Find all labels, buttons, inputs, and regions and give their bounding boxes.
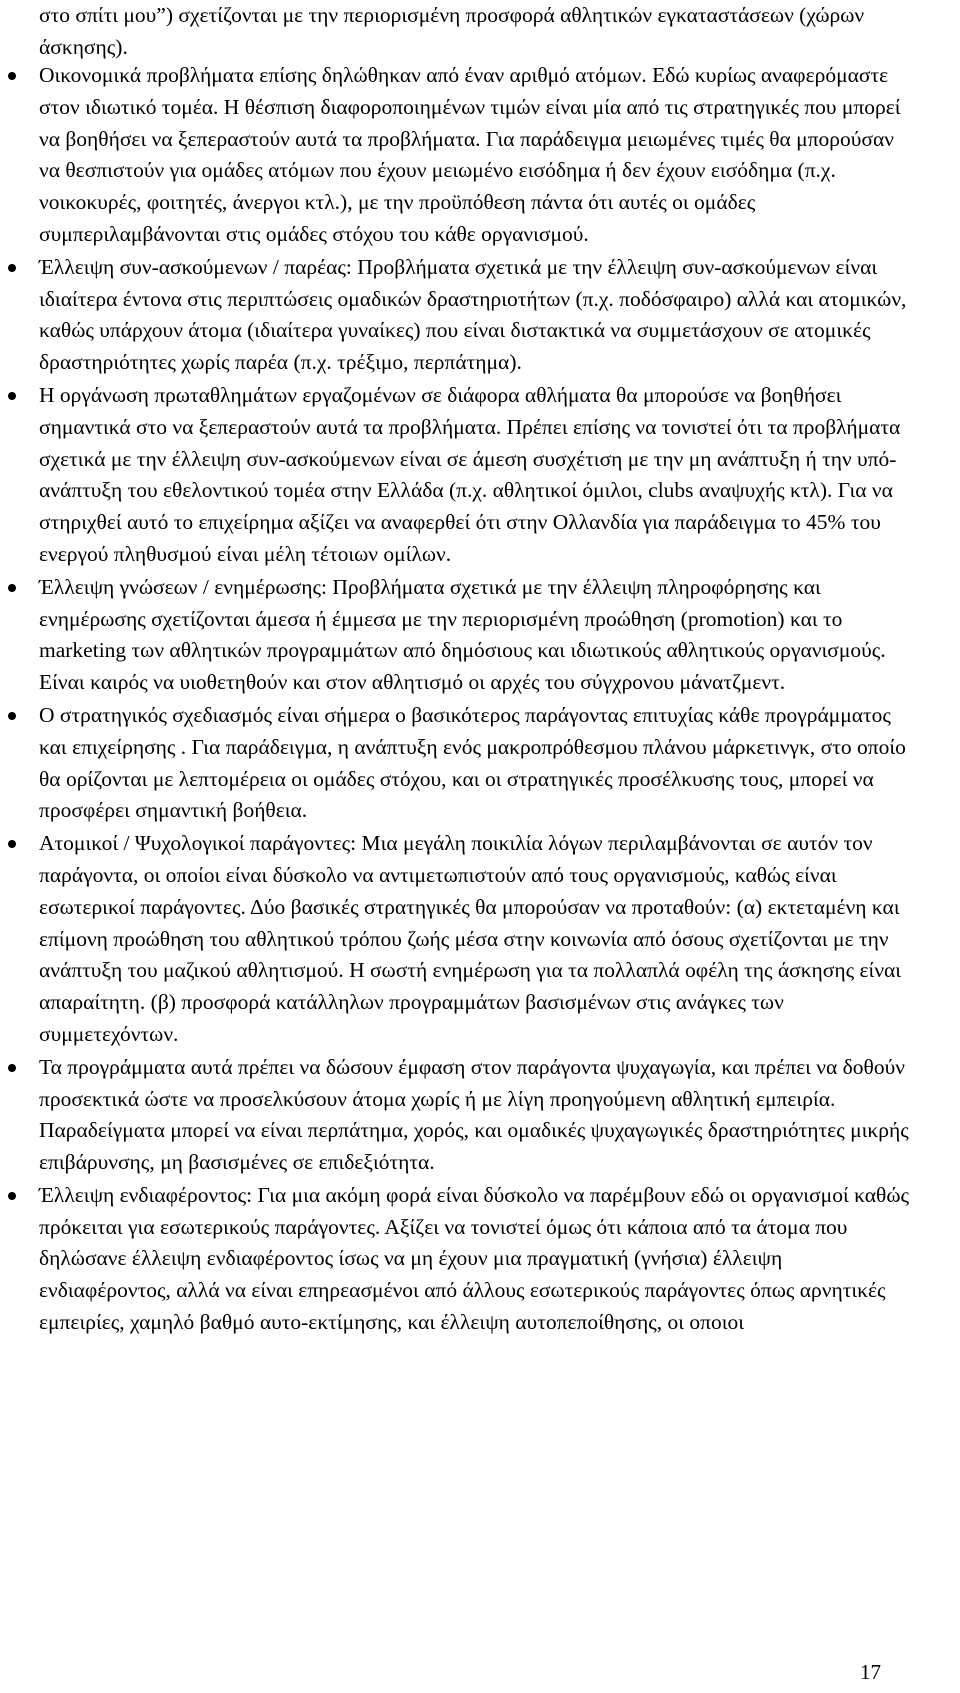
- list-item: [39, 700, 911, 827]
- bullet-icon: [8, 1192, 16, 1200]
- list-item-text: Οικονομικά προβλήματα επίσης δηλώθηκαν από έναν αριθμό ατόμων. Εδώ κυρίως αναφερόμαστε στον ιδιωτικό τομέα. Η θέσπιση διαφοροποιημένων τιμών είναι μία από τις στρατηγικές που μπορεί να βοηθήσει να ξεπεραστούν αυτά τα προβλήματα. Για παράδειγμα μειωμένες τιμές θα μπορούσαν να θεσπιστούν για ομάδες ατόμων που έχουν μειωμένο εισόδημα ή δεν έχουν εισόδημα (π.χ. νοικοκυρές, φοιτητές, άνεργοι κτλ.), με την προϋπόθεση πάντα ότι αυτές οι ομάδες συμπεριλαμβάνονται στις ομάδες στόχου του κάθε οργανισμού.: [39, 63, 901, 246]
- list-item: [39, 252, 911, 379]
- bullet-icon: [8, 584, 16, 592]
- bullet-icon: [8, 840, 16, 848]
- bullet-icon: [8, 1064, 16, 1072]
- list-item-text: Ατομικοί / Ψυχολογικοί παράγοντες: Μια μεγάλη ποικιλία λόγων περιλαμβάνονται σε αυτόν τον παράγοντα, οι οποίοι είναι δύσκολο να αντιμετωπιστούν από τους οργανισμούς, καθώς είναι εσωτερικοί παράγοντες. Δύο βασικές στρατηγικές θα μπορούσαν να προταθούν: (α) εκτεταμένη και επίμονη προώθηση του αθλητικού τρόπου ζωής μέσα στην κοινωνία από όσους σχετίζονται με την ανάπτυξη του μαζικού αθλητισμού. Η σωστή ενημέρωση για τα πολλαπλά οφέλη της άσκησης είναι απαραίτητη. (β) προσφορά κατάλληλων προγραμμάτων βασισμένων στις ανάγκες των συμμετεχόντων.: [39, 831, 902, 1046]
- bullet-icon: [8, 72, 16, 80]
- list-item: [39, 1052, 911, 1179]
- bullet-icon: [8, 712, 16, 720]
- bullet-icon: [8, 392, 16, 400]
- bullet-list: [39, 60, 911, 1340]
- list-item-text: Τα προγράμματα αυτά πρέπει να δώσουν έμφαση στον παράγοντα ψυχαγωγία, και πρέπει να δοθούν προσεκτικά ώστε να προσελκύσουν άτομα χωρίς ή με λίγη προηγούμενη αθλητική εμπειρία. Παραδείγματα μπορεί να είναι περπάτημα, χορός, και ομαδικές ψυχαγωγικές δραστηριότητες μικρής επιβάρυνσης, μη βασισμένες σε επιδεξιότητα.: [39, 1054, 909, 1175]
- list-item: [39, 60, 911, 251]
- list-item: [39, 1180, 911, 1339]
- list-item: [39, 828, 911, 1051]
- list-item-text: Έλλειψη συν-ασκούμενων / παρέας: Προβλήματα σχετικά με την έλλειψη συν-ασκούμενων είναι ιδιαίτερα έντονα στις περιπτώσεις ομαδικών δραστηριοτήτων (π.χ. ποδόσφαιρο) αλλά και ατομικών, καθώς υπάρχουν άτομα (ιδιαίτερα γυναίκες) που είναι διστακτικά να συμμετάσχουν σε ατομικές δραστηριότητες χωρίς παρέα (π.χ. τρέξιμο, περπάτημα).: [39, 254, 907, 375]
- list-item-text: Ο στρατηγικός σχεδιασμός είναι σήμερα ο βασικότερος παράγοντας επιτυχίας κάθε προγράμματος και επιχείρησης . Για παράδειγμα, η ανάπτυξη ενός μακροπρόθεσμου πλάνου μάρκετινγκ, στο οποίο θα ορίζονται με λεπτομέρεια οι ομάδες στόχου, και οι στρατηγικές προσέλκυσης τους, μπορεί να προσφέρει σημαντική βοήθεια.: [39, 702, 906, 823]
- continuation-paragraph: στο σπίτι μου”) σχετίζονται με την περιορισμένη προσφορά αθλητικών εγκαταστάσεων (χώρων άσκησης).: [39, 3, 865, 59]
- bullet-icon: [8, 264, 16, 272]
- list-item: [39, 380, 911, 571]
- list-item-text: Έλλειψη γνώσεων / ενημέρωσης: Προβλήματα σχετικά με την έλλειψη πληροφόρησης και ενημέρωσης σχετίζονται άμεσα ή έμμεσα με την περιορισμένη προώθηση (promotion) και το marketing των αθλητικών προγραμμάτων από δημόσιους και ιδιωτικούς αθλητικούς οργανισμούς. Είναι καιρός να υιοθετηθούν και στον αθλητισμό οι αρχές του σύγχρονου μάνατζμεντ.: [39, 574, 886, 695]
- list-item-text: Έλλειψη ενδιαφέροντος: Για μια ακόμη φορά είναι δύσκολο να παρέμβουν εδώ οι οργανισμοί καθώς πρόκειται για εσωτερικούς παράγοντες. Αξίζει να τονιστεί όμως ότι κάποια από τα άτομα που δηλώσανε έλλειψη ενδιαφέροντος ίσως να μη έχουν μια πραγματική (γνήσια) έλλειψη ενδιαφέροντος, αλλά να είναι επηρεασμένοι από άλλους εσωτερικούς παράγοντες όπως αρνητικές εμπειρίες, χαμηλό βαθμό αυτο-εκτίμησης, και έλλειψη αυτοπεποίθησης, οι οποιοι: [39, 1182, 909, 1335]
- list-item-text: Η οργάνωση πρωταθλημάτων εργαζομένων σε διάφορα αθλήματα θα μπορούσε να βοηθήσει σημαντικά στο να ξεπεραστούν αυτά τα προβλήματα. Πρέπει επίσης να τονιστεί ότι τα προβλήματα σχετικά με την έλλειψη συν-ασκούμενων είναι σε άμεση συσχέτιση με την μη ανάπτυξη ή την υπό-ανάπτυξη του εθελοντικού τομέα στην Ελλάδα (π.χ. αθλητικοί όμιλοι, clubs αναψυχής κτλ). Για να στηριχθεί αυτό το επιχείρημα αξίζει να αναφερθεί ότι στην Ολλανδία για παράδειγμα το 45% του ενεργού πληθυσμού είναι μέλη τέτοιων ομίλων.: [39, 382, 901, 566]
- page-number: 17: [860, 1660, 881, 1684]
- list-item: [39, 572, 911, 699]
